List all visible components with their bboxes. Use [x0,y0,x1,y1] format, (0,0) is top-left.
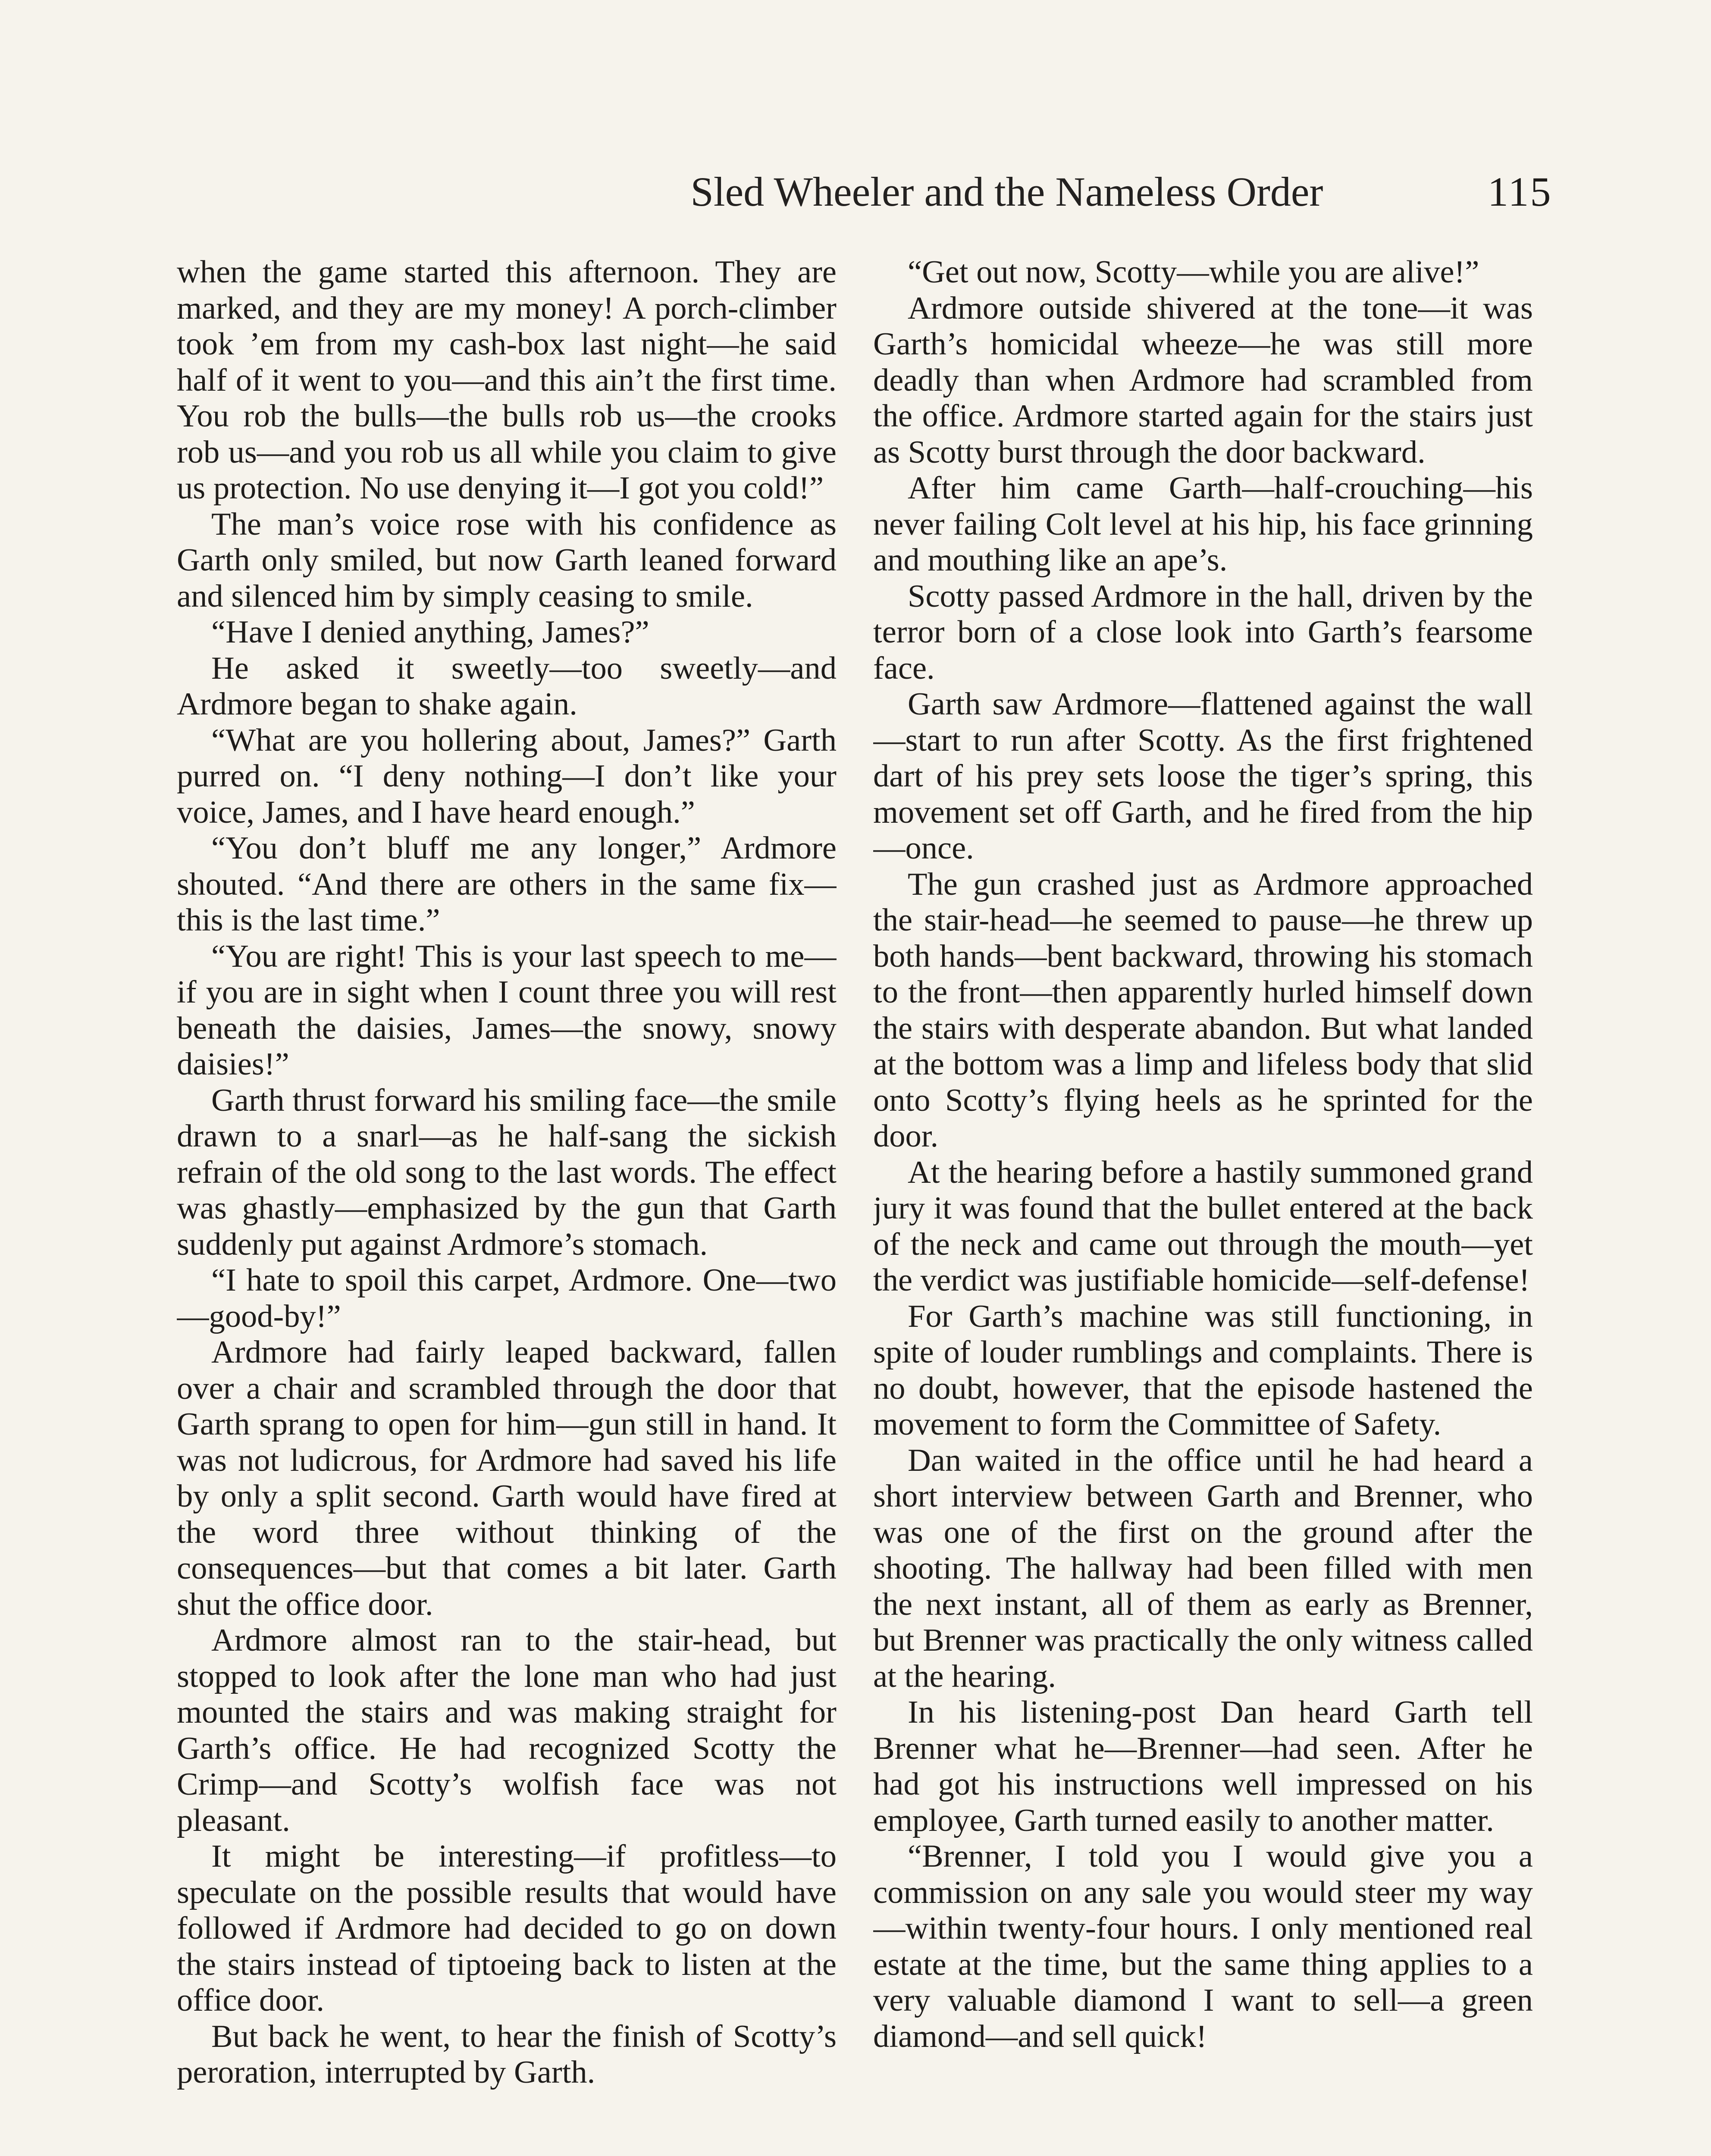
paragraph: Garth thrust forward his smiling face—the smile drawn to a snarl—as he half-sang the sickish refrain of the old song to the last words. The effect was ghastly—emphasized by the gun that Garth suddenly put against Ardmore’s stomach. [177,1082,837,1262]
text-column-left [177,254,837,2156]
running-header: Sled Wheeler and the Nameless Order [690,169,1323,215]
paragraph: “You don’t bluff me any longer,” Ardmore shouted. “And there are others in the same fix—this is the last time.” [177,830,837,938]
paragraph: It might be interesting—if profitless—to speculate on the possible results that would have followed if Ardmore had decided to go on down the stairs instead of tiptoeing back to listen at the office door. [177,1839,837,2018]
paragraph: Scotty passed Ardmore in the hall, driven by the terror born of a close look into Garth’s fearsome face. [873,578,1533,686]
page-number: 115 [1488,169,1552,215]
text-column-right [873,254,1533,2156]
paragraph: The gun crashed just as Ardmore approached the stair-head—he seemed to pause—he threw up both hands—bent backward, throwing his stomach to the front—then apparently hurled himself down the stairs with desperate abandon. But what landed at the bottom was a limp and lifeless body that slid onto Scotty’s flying heels as he sprinted for the door. [873,866,1533,1154]
paragraph: when the game started this afternoon. They are marked, and they are my money! A porch-climber took ’em from my cash-box last night—he said half of it went to you—and this ain’t the first time. You rob the bulls—the bulls rob us—the crooks rob us—and you rob us all while you claim to give us protection. No use denying it—I got you cold!” [177,254,837,506]
paragraph: “I hate to spoil this carpet, Ardmore. One—two—good-by!” [177,1263,837,1334]
paragraph: Ardmore outside shivered at the tone—it was Garth’s homicidal wheeze—he was still more deadly than when Ardmore had scrambled from the office. Ardmore started again for the stairs just as Scotty burst through the door backward. [873,290,1533,470]
paragraph: He asked it sweetly—too sweetly—and Ardmore began to shake again. [177,650,837,722]
paragraph: “Get out now, Scotty—while you are alive!” [908,254,1479,290]
paragraph: For Garth’s machine was still functioning, in spite of louder rumblings and complaints. There is no doubt, however, that the episode hastened the movement to form the Committee of Safety. [873,1298,1533,1442]
paragraph: Dan waited in the office until he had heard a short interview between Garth and Brenner, who was one of the first on the ground after the shooting. The hallway had been filled with men the next instant, all of them as early as Brenner, but Brenner was practically the only witness called at the hearing. [873,1442,1533,1694]
paragraph: The man’s voice rose with his confidence as Garth only smiled, but now Garth leaned forward and silenced him by simply ceasing to smile. [177,506,837,614]
paragraph: Garth saw Ardmore—flattened against the wall—start to run after Scotty. As the first frightened dart of his prey sets loose the tiger’s spring, this movement set off Garth, and he fired from the hip—once. [873,686,1533,866]
paragraph: Ardmore had fairly leaped backward, fallen over a chair and scrambled through the door that Garth sprang to open for him—gun still in hand. It was not ludicrous, for Ardmore had saved his life by only a split second. Garth would have fired at the word three without thinking of the consequences—but that comes a bit later. Garth shut the office door. [177,1335,837,1622]
paragraph: “Have I denied anything, James?” [211,614,649,650]
paragraph: But back he went, to hear the finish of Scotty’s peroration, interrupted by Garth. [177,2018,837,2090]
paragraph: Ardmore almost ran to the stair-head, but stopped to look after the lone man who had just mounted the stairs and was making straight for Garth’s office. He had recognized Scotty the Crimp—and Scotty’s wolfish face was not pleasant. [177,1623,837,1838]
paragraph: In his listening-post Dan heard Garth tell Brenner what he—Brenner—had seen. After he had got his instructions well impressed on his employee, Garth turned easily to another matter. [873,1695,1533,1838]
paragraph: “What are you hollering about, James?” Garth purred on. “I deny nothing—I don’t like your voice, James, and I have heard enough.” [177,722,837,830]
paragraph: “You are right! This is your last speech to me—if you are in sight when I count three you will rest beneath the daisies, James—the snowy, snowy daisies!” [177,938,837,1082]
paragraph: At the hearing before a hastily summoned grand jury it was found that the bullet entered at the back of the neck and came out through the mouth—yet the verdict was justifiable homicide—self-defense! [873,1154,1533,1298]
paragraph: After him came Garth—half-crouching—his never failing Colt level at his hip, his face grinning and mouthing like an ape’s. [873,470,1533,578]
paragraph: “Brenner, I told you I would give you a commission on any sale you would steer my way—within twenty-four hours. I only mentioned real estate at the time, but the same thing applies to a very valuable diamond I want to sell—a green diamond—and sell quick! [873,1839,1533,2054]
